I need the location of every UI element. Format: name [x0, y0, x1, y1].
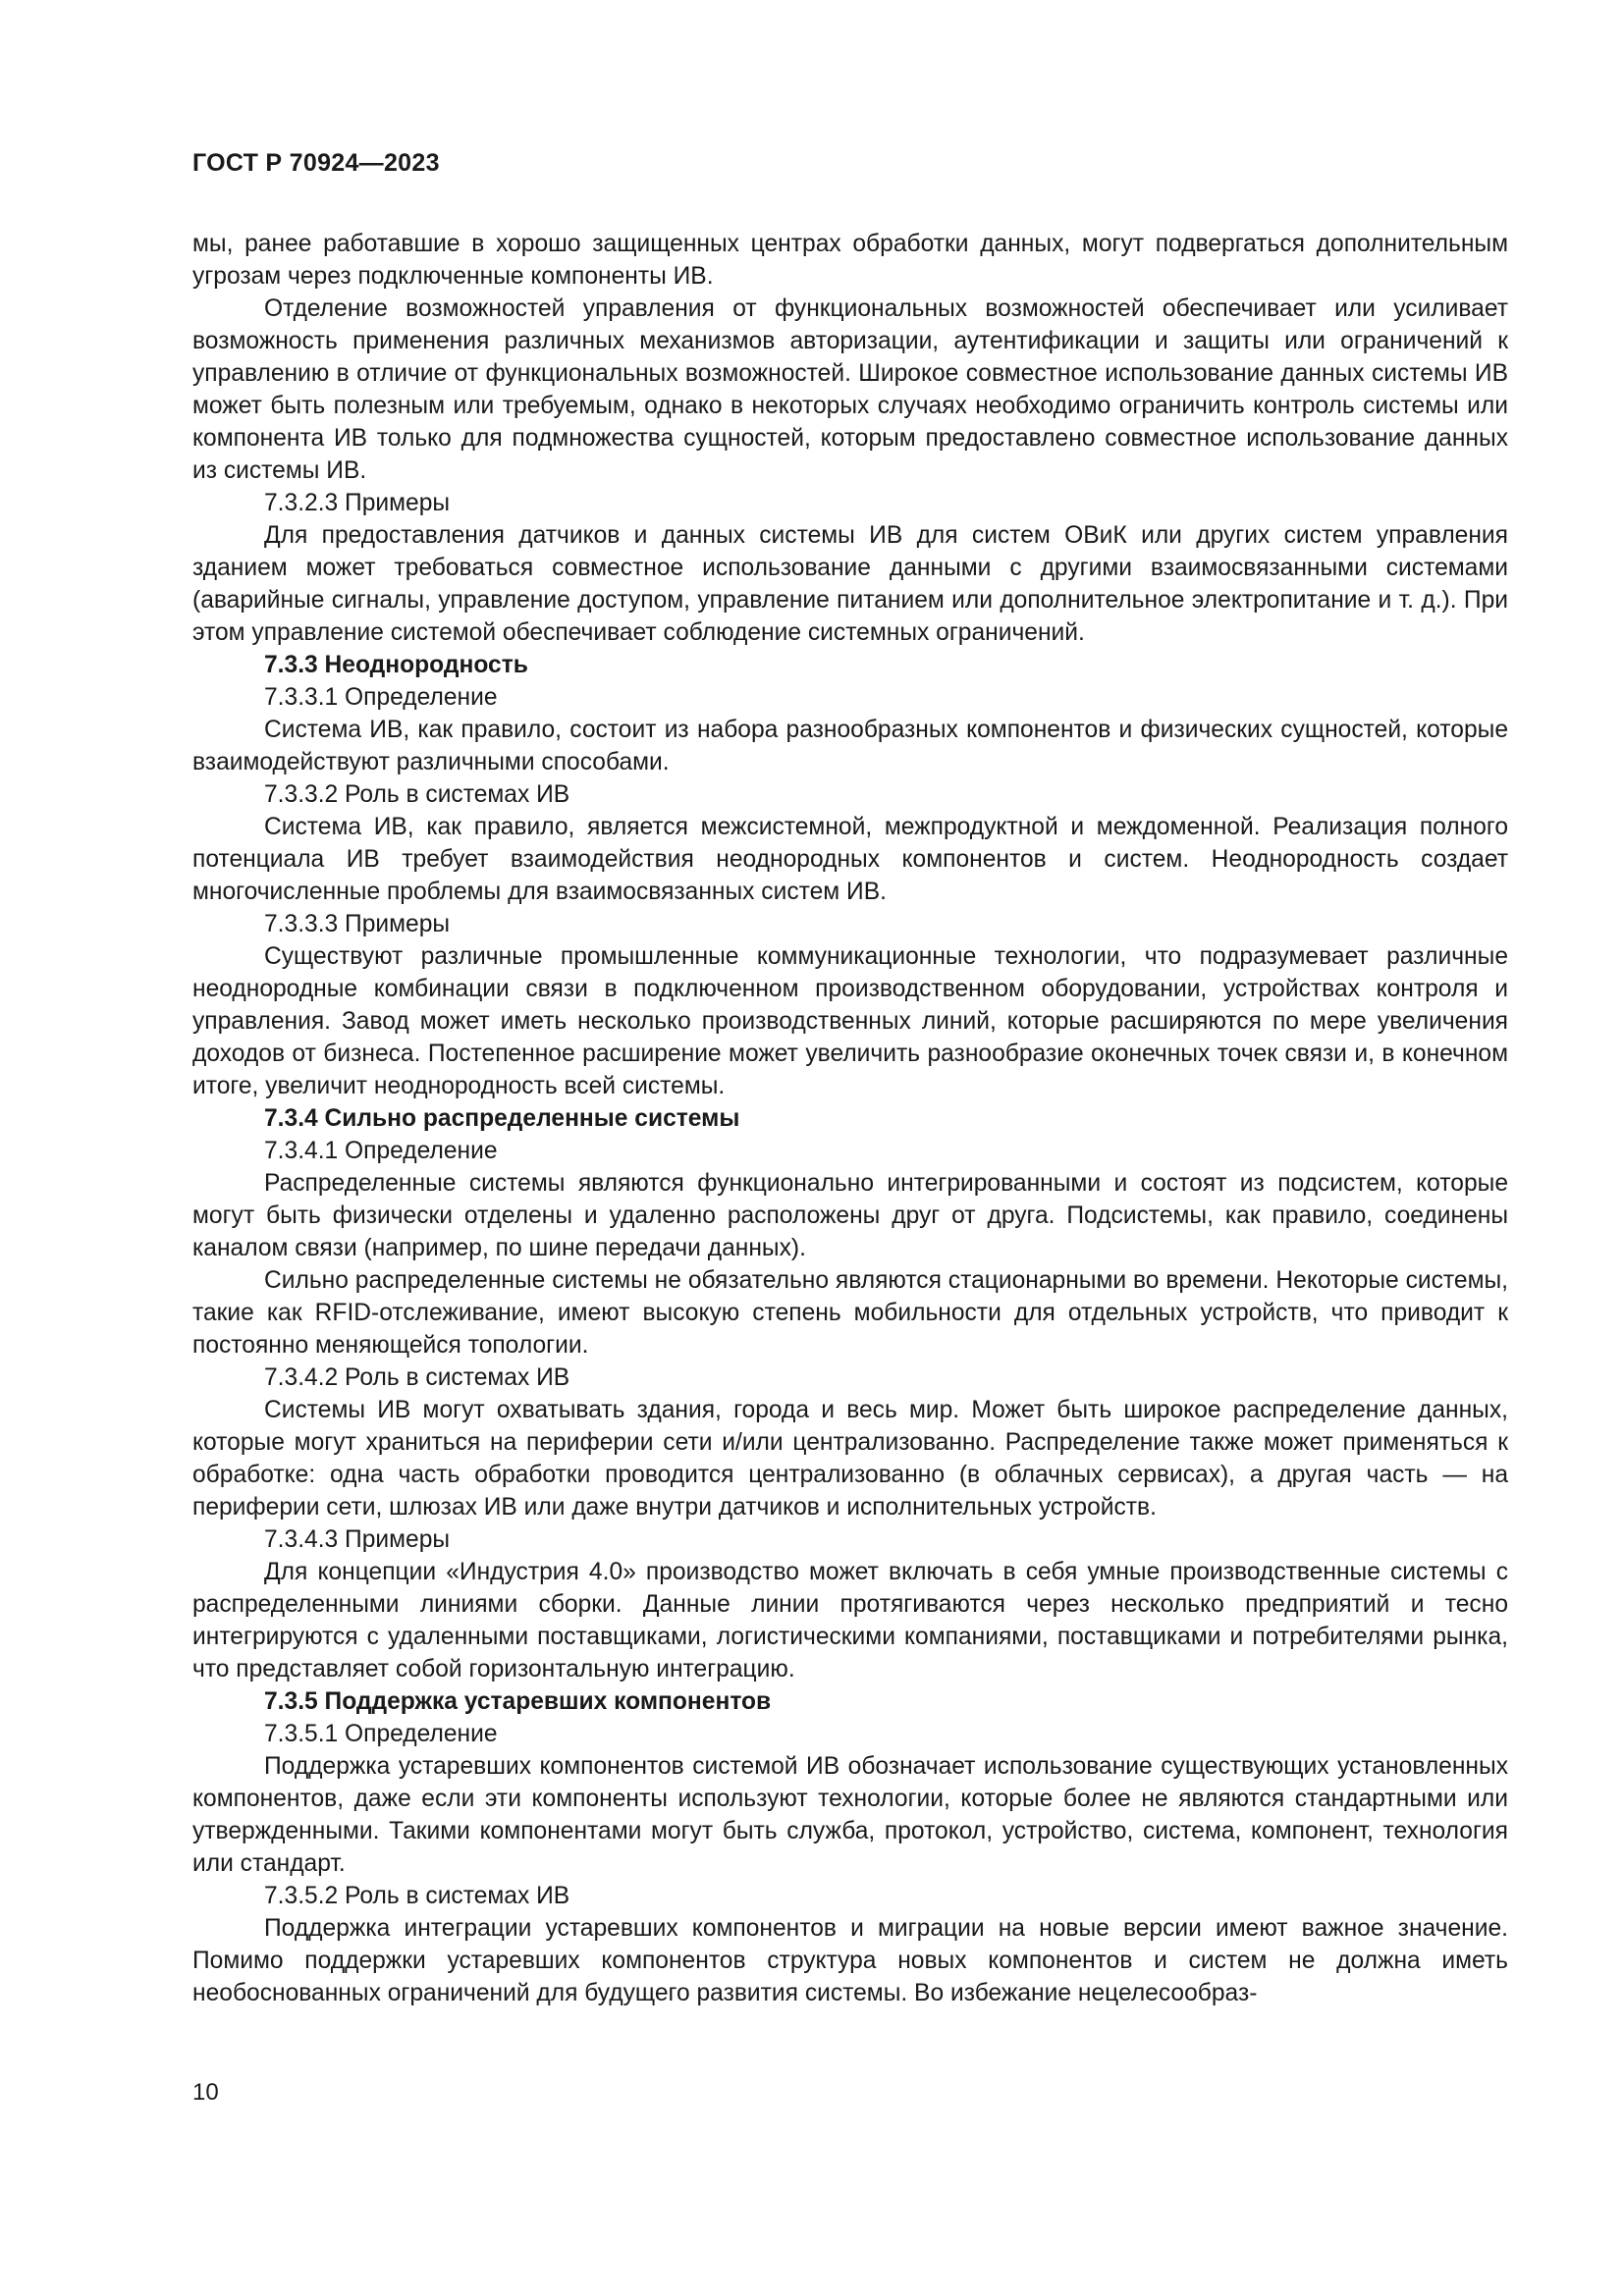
- body-paragraph: Системы ИВ могут охватывать здания, города и весь мир. Может быть широкое распределение данных, которые могут храниться на периферии сети и/или централизованно. Распределение также может применяться к обработке: одна часть обработки проводится централизованно (в облачных сервисах), а другая часть — на периферии сети, шлюзах ИВ или даже внутри датчиков и исполнительных устройств.: [192, 1397, 1508, 1521]
- subsection-number: 7.3.3.3 Примеры: [264, 911, 451, 937]
- body-paragraph: Для концепции «Индустрия 4.0» производство может включать в себя умные производственные системы с распределенными линиями сборки. Данные линии протягиваются через несколько предприятий и тесно интегрируются с удаленными поставщиками, логистическими компаниями, поставщиками и потребителями рынка, что представляет собой горизонтальную интеграцию.: [192, 1559, 1508, 1682]
- body-paragraph: Существуют различные промышленные коммуникационные технологии, что подразумевает различные неоднородные комбинации связи в подключенном производственном оборудовании, устройствах контроля и управления. Завод может иметь несколько производственных линий, которые расширяются по мере увеличения доходов от бизнеса. Постепенное расширение может увеличить разнообразие оконечных точек связи и, в конечном итоге, увеличит неоднородность всей системы.: [192, 943, 1508, 1099]
- subsection-number: 7.3.4.1 Определение: [264, 1138, 498, 1164]
- body-paragraph: Поддержка интеграции устаревших компонентов и миграции на новые версии имеют важное значение. Помимо поддержки устаревших компонентов структура новых компонентов и систем не должна иметь необоснованных ограничений для будущего развития системы. Во избежание нецелесообраз-: [192, 1915, 1508, 2006]
- body-paragraph: Отделение возможностей управления от функциональных возможностей обеспечивает или усиливает возможность применения различных механизмов авторизации, аутентификации и защиты или ограничений к управлению в отличие от функциональных возможностей. Широкое совместное использование данных системы ИВ может быть полезным или требуемым, однако в некоторых случаях необходимо ограничить контроль системы или компонента ИВ только для подмножества сущностей, которым предоставлено совместное использование данных из системы ИВ.: [192, 295, 1508, 484]
- subsection-number: 7.3.2.3 Примеры: [264, 490, 451, 516]
- body-paragraph: Сильно распределенные системы не обязательно являются стационарными во времени. Некоторые системы, такие как RFID-отслеживание, имеют высокую степень мобильности для отдельных устройств, что приводит к постоянно меняющейся топологии.: [192, 1267, 1508, 1359]
- subsection-number: 7.3.5.1 Определение: [264, 1721, 498, 1747]
- subsection-number: 7.3.3.2 Роль в системах ИВ: [264, 781, 570, 808]
- section-heading: 7.3.3 Неоднородность: [264, 652, 528, 678]
- body-paragraph: Для предоставления датчиков и данных системы ИВ для систем ОВиК или других систем управления зданием может требоваться совместное использование данными с другими взаимосвязанными системами (аварийные сигналы, управление доступом, управление питанием или дополнительное электропитание и т. д.). При этом управление системой обеспечивает соблюдение системных ограничений.: [192, 522, 1508, 646]
- body-paragraph: Поддержка устаревших компонентов системой ИВ обозначает использование существующих установленных компонентов, даже если эти компоненты используют технологии, которые более не являются стандартными или утвержденными. Такими компонентами могут быть служба, протокол, устройство, система, компонент, технология или стандарт.: [192, 1753, 1508, 1877]
- body-paragraph-continued: мы, ранее работавшие в хорошо защищенных центрах обработки данных, могут подвергаться дополнительным угрозам через подключенные компоненты ИВ.: [192, 231, 1508, 290]
- section-heading: 7.3.4 Сильно распределенные системы: [264, 1105, 740, 1132]
- body-paragraph: Система ИВ, как правило, состоит из набора разнообразных компонентов и физических сущностей, которые взаимодействуют различными способами.: [192, 717, 1508, 775]
- document-body: [192, 228, 1508, 2009]
- page-header-standard-id: ГОСТ Р 70924—2023: [192, 149, 440, 177]
- subsection-number: 7.3.4.2 Роль в системах ИВ: [264, 1364, 570, 1391]
- subsection-number: 7.3.3.1 Определение: [264, 684, 498, 711]
- body-paragraph: Система ИВ, как правило, является межсистемной, межпродуктной и междоменной. Реализация полного потенциала ИВ требует взаимодействия неоднородных компонентов и систем. Неоднородность создает многочисленные проблемы для взаимосвязанных систем ИВ.: [192, 814, 1508, 905]
- section-heading: 7.3.5 Поддержка устаревших компонентов: [264, 1688, 772, 1715]
- subsection-number: 7.3.4.3 Примеры: [264, 1526, 451, 1553]
- subsection-number: 7.3.5.2 Роль в системах ИВ: [264, 1883, 570, 1909]
- page-number: 10: [192, 2079, 219, 2106]
- body-paragraph: Распределенные системы являются функционально интегрированными и состоят из подсистем, которые могут быть физически отделены и удаленно расположены друг от друга. Подсистемы, как правило, соединены каналом связи (например, по шине передачи данных).: [192, 1170, 1508, 1261]
